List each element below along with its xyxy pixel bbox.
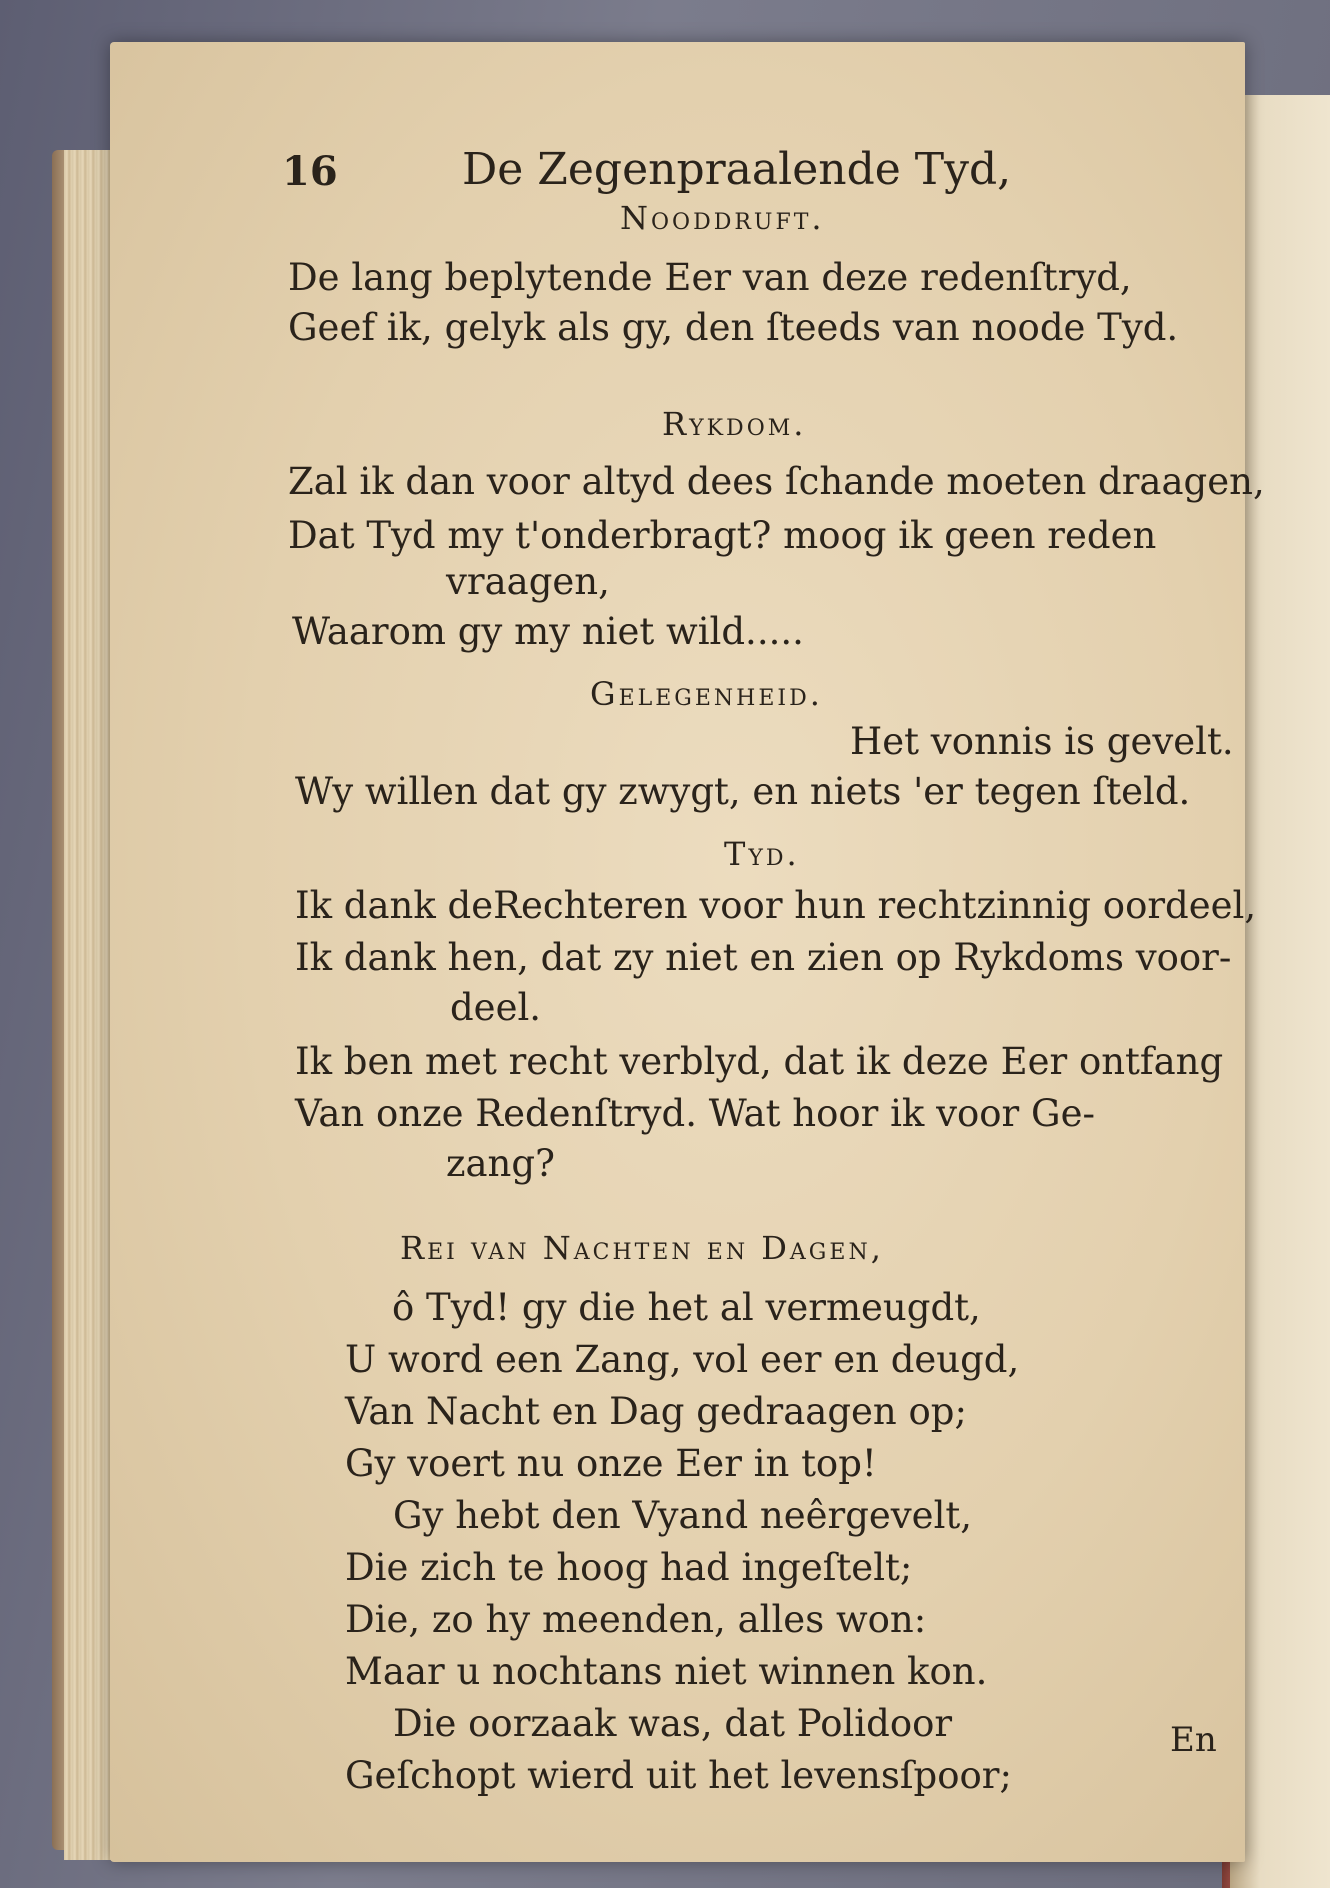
- speaker-heading: Tyd.: [724, 835, 800, 873]
- text-line: Gy voert nu onze Eer in top!: [345, 1442, 877, 1485]
- text-line: Ik dank hen, dat zy niet en zien op Rykdoms voor-: [295, 936, 1232, 979]
- facing-page-edge: [1230, 95, 1330, 1888]
- text-line: vraagen,: [446, 560, 610, 603]
- text-line: Het vonnis is gevelt.: [850, 720, 1234, 763]
- text-line: Die oorzaak was, dat Polidoor: [393, 1702, 953, 1745]
- text-line: ô Tyd! gy die het al vermeugdt,: [392, 1286, 981, 1329]
- text-line: Ik ben met recht verblyd, dat ik deze Eer ontfang: [295, 1040, 1224, 1083]
- speaker-heading: Nooddruft.: [620, 199, 825, 237]
- text-line: Dat Tyd my t'onderbragt? moog ik geen reden: [288, 514, 1157, 557]
- text-line: Maar u nochtans niet winnen kon.: [345, 1650, 988, 1693]
- text-line: deel.: [450, 986, 542, 1029]
- speaker-heading: Rykdom.: [662, 405, 807, 443]
- text-line: Gy hebt den Vyand neêrgevelt,: [393, 1494, 973, 1537]
- running-title: De Zegenpraalende Tyd,: [462, 144, 1012, 195]
- text-line: De lang beplytende Eer van deze redenſtryd,: [288, 256, 1132, 299]
- text-line: Van onze Redenſtryd. Wat hoor ik voor Ge-: [295, 1092, 1095, 1135]
- text-line: Geſchopt wierd uit het levensſpoor;: [345, 1754, 1012, 1797]
- text-line: zang?: [446, 1142, 555, 1185]
- page-number: 16: [282, 148, 338, 195]
- text-line: Wy willen dat gy zwygt, en niets 'er tegen ſteld.: [295, 770, 1191, 813]
- catchword: En: [1170, 1720, 1217, 1760]
- text-line: Waarom gy my niet wild.....: [292, 610, 804, 653]
- speaker-heading: Gelegenheid.: [590, 675, 823, 713]
- text-line: U word een Zang, vol eer en deugd,: [345, 1338, 1020, 1381]
- text-line: Die, zo hy meenden, alles won:: [345, 1598, 927, 1641]
- text-line: Zal ik dan voor altyd dees ſchande moeten draagen,: [288, 460, 1265, 503]
- text-line: Die zich te hoog had ingeſtelt;: [345, 1546, 913, 1589]
- text-line: Ik dank deRechteren voor hun rechtzinnig oordeel,: [295, 884, 1257, 927]
- speaker-heading: Rei van Nachten en Dagen,: [400, 1229, 884, 1267]
- text-line: Van Nacht en Dag gedraagen op;: [345, 1390, 967, 1433]
- text-line: Geef ik, gelyk als gy, den ſteeds van noode Tyd.: [288, 306, 1179, 349]
